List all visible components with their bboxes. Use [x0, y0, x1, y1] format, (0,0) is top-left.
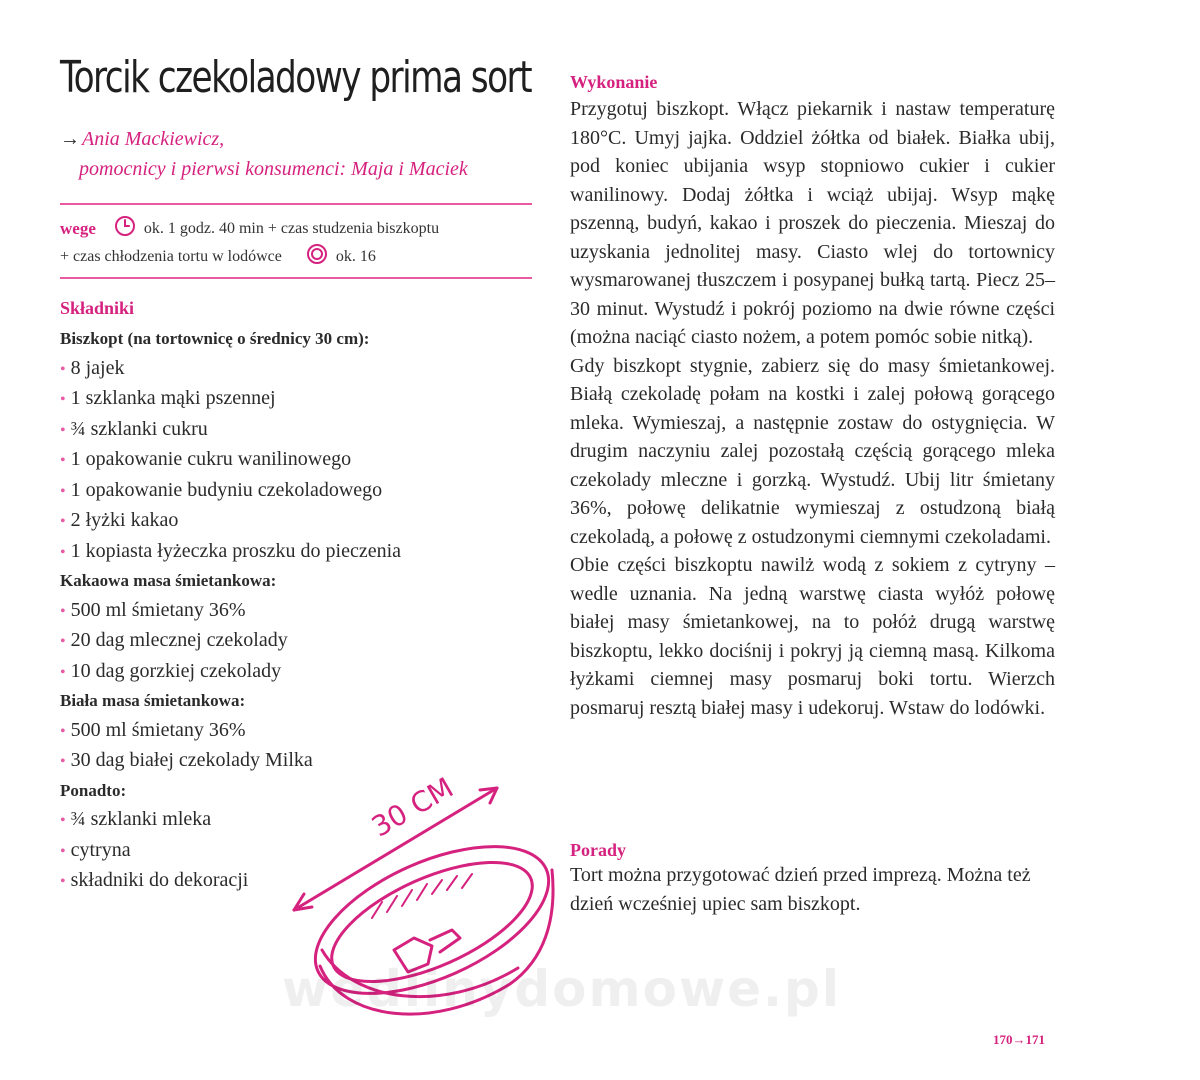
bullet-icon: • — [60, 391, 66, 408]
ingredient-list — [60, 596, 540, 688]
ingredient-text: ¾ szklanki mleka — [70, 808, 212, 830]
ingredient-text: 1 szklanka mąki pszennej — [70, 387, 276, 409]
method-paragraph: Obie części biszkoptu nawilż wodą z sokiem z cytryny – wedle uznania. Na jedną warstwę ciasta wyłóż połowę białej masy śmietankowej, na to połóż drugą warstwę biszkoptu, lekko dociśnij i pokryj ją ciemną masą. Kilkoma łyżkami ciemnej masy posmaruj boki tortu. Wierzch posmaruj resztą białej masy i udekoruj. Wstaw do lodówki. — [570, 554, 1055, 719]
ingredient-list — [60, 354, 540, 568]
ingredient-list — [60, 716, 540, 777]
info-row-time — [60, 215, 439, 242]
ingredient-text: 1 opakowanie budyniu czekoladowego — [70, 478, 383, 501]
ingredient-text: 500 ml śmietany 36% — [70, 598, 246, 621]
dimension-label: 30 CM — [366, 770, 459, 844]
clock-icon — [114, 215, 136, 242]
method-paragraph: Gdy biszkopt stygnie, zabierz się do masy śmietankowej. Białą czekoladę połam na kostki i zalej połową gorącego mleka. Wymieszaj, a następnie zostaw do ostygnięcia. W drugim naczyniu zalej pozostałą częścią gorącego mleka czekolady mleczne i gorzką. Wystudź. Ubij litr śmietany 36%, połowę delikatnie wymieszaj z ostudzoną białą czekoladą, a połowę z ostudzonymi ciemnymi czekoladami. — [570, 354, 1055, 548]
author-name: Ania Mackiewicz, — [82, 128, 225, 150]
bullet-icon: • — [60, 360, 66, 378]
ingredients-heading: Składniki — [60, 298, 135, 318]
diet-badge: wege — [60, 218, 96, 238]
ingredient-group-title: Kakaowa masa śmietankowa: — [60, 571, 277, 590]
tips-text: Tort można przygotować dzień przed imprezą. Można też dzień wcześniej upiec sam biszkopt. — [570, 864, 1031, 915]
ingredient-item — [60, 716, 540, 747]
ingredient-group-title: Biszkopt (na tortownicę o średnicy 30 cm): — [60, 329, 370, 348]
bullet-icon: • — [60, 513, 66, 530]
ingredient-item — [60, 506, 540, 537]
ingredient-text: 8 jajek — [70, 356, 125, 379]
bullet-icon: • — [60, 452, 66, 469]
bullet-icon: • — [60, 633, 66, 650]
bullet-icon: • — [60, 842, 66, 860]
ingredient-item — [60, 537, 540, 568]
ingredient-item — [60, 354, 540, 385]
ingredient-text: 10 dag gorzkiej czekolady — [70, 659, 282, 682]
bullet-icon: • — [60, 421, 66, 439]
bullet-icon: • — [60, 482, 66, 500]
ingredient-text: 2 łyżki kakao — [70, 509, 179, 531]
bullet-icon: • — [60, 602, 66, 620]
ingredient-text: ¾ szklanki cukru — [70, 417, 208, 440]
authors — [60, 124, 468, 184]
author-helpers: pomocnicy i pierwsi konsumenci: Maja i Maciek — [79, 158, 468, 180]
tips-heading: Porady — [570, 840, 626, 860]
ingredient-text: cytryna — [70, 838, 131, 861]
bullet-icon: • — [60, 663, 66, 681]
arrow-icon: → — [60, 128, 80, 150]
ingredient-item — [60, 415, 540, 446]
page-numbers: 170→171 — [993, 1032, 1045, 1047]
prep-time-continued: + czas chłodzenia tortu w lodówce — [60, 247, 282, 265]
ingredient-text: 20 dag mlecznej czekolady — [70, 629, 288, 651]
ingredient-item — [60, 657, 540, 688]
ingredient-item — [60, 476, 540, 507]
servings-icon — [306, 243, 328, 270]
bullet-icon: • — [60, 812, 66, 829]
method-heading: Wykonanie — [570, 72, 658, 92]
recipe-info-box — [60, 203, 532, 279]
ingredient-item — [60, 596, 540, 627]
pan-clip-handle — [430, 930, 460, 952]
ingredient-item — [60, 384, 540, 415]
servings-count: ok. 16 — [335, 247, 376, 265]
info-row-servings — [60, 243, 376, 270]
ingredient-text: 500 ml śmietany 36% — [70, 718, 246, 741]
bullet-icon: • — [60, 722, 66, 740]
bullet-icon: • — [60, 753, 66, 770]
tips-section — [570, 840, 1055, 918]
ingredient-text: 1 opakowanie cukru wanilinowego — [70, 448, 352, 470]
watermark: wedlinydomowe.pl — [282, 960, 841, 1018]
bullet-icon: • — [60, 543, 66, 561]
ingredient-text: 1 kopiasta łyżeczka proszku do pieczenia — [70, 539, 402, 562]
ingredient-text: składniki do dekoracji — [70, 869, 249, 891]
method-section — [570, 72, 1055, 722]
ingredient-group-title: Ponadto: — [60, 780, 127, 800]
prep-time: ok. 1 godz. 40 min + czas studzenia biszkoptu — [143, 219, 440, 237]
ingredient-item — [60, 445, 540, 476]
method-paragraph: Przygotuj biszkopt. Włącz piekarnik i nastaw temperaturę 180°C. Umyj jajka. Oddziel żółtka od białek. Białka ubij, pod koniec ubijania wsyp stopniowo cukier i cukier wanilinowy. Dodaj żółtka i wciąż ubijaj. Wsyp mąkę pszenną, budyń, kakao i proszek do pieczenia. Mieszaj do uzyskania jednolitej masy. Ciasto wlej do tortownicy wysmarowanej tłuszczem i posypanej bułką tartą. Piecz 25–30 minut. Wystudź i pokrój poziomo na dwie równe części (można naciąć ciasto nożem, a potem pomóc sobie nitką). — [570, 98, 1055, 348]
bullet-icon: • — [60, 873, 66, 890]
ingredient-group-title: Biała masa śmietankowa: — [60, 691, 246, 710]
recipe-title: Torcik czekoladowy prima sort — [60, 52, 531, 103]
ingredient-item — [60, 626, 540, 657]
ingredient-text: 30 dag białej czekolady Milka — [70, 749, 313, 771]
